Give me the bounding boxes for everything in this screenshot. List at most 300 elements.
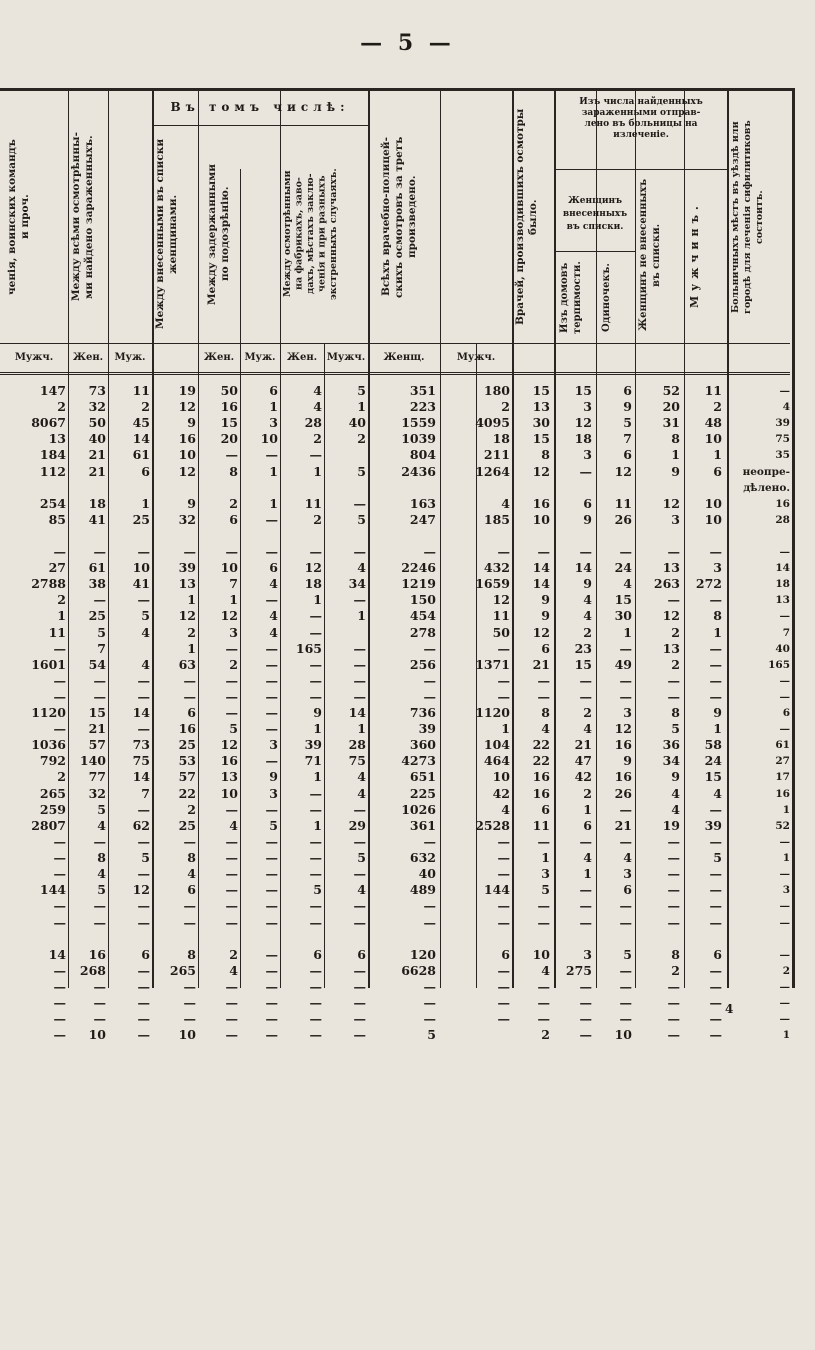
- table-cell: 2: [313, 511, 322, 527]
- table-cell: 165: [295, 640, 322, 656]
- table-cell: 163: [409, 495, 436, 511]
- table-cell: 61: [88, 560, 106, 576]
- table-row: [0, 513, 790, 527]
- table-cell: 52: [775, 819, 790, 832]
- table-cell: —: [423, 1011, 436, 1027]
- table-cell: дѣлено.: [743, 481, 790, 494]
- table-cell: —: [265, 688, 278, 704]
- table-cell: 10: [532, 946, 550, 962]
- table-cell: 8: [671, 705, 680, 720]
- table-cell: —: [183, 544, 196, 559]
- table-cell: 12: [614, 463, 632, 479]
- table-cell: 165: [768, 658, 790, 671]
- table-cell: —: [137, 914, 150, 930]
- table-cell: 1: [713, 624, 722, 640]
- table-cell: —: [353, 656, 366, 672]
- table-cell: 12: [662, 495, 680, 511]
- table-cell: 48: [704, 415, 722, 431]
- table-cell: 18: [304, 576, 322, 592]
- table-cell: 7: [782, 626, 790, 639]
- table-cell: 71: [304, 753, 322, 769]
- table-cell: —: [537, 898, 550, 914]
- table-cell: —: [779, 546, 790, 558]
- table-cell: —: [423, 978, 436, 994]
- table-cell: 144: [483, 882, 510, 898]
- table-cell: —: [779, 674, 790, 687]
- table-cell: 4: [713, 785, 722, 801]
- table-cell: —: [309, 834, 322, 849]
- sub-header: Жен.: [72, 352, 104, 363]
- table-cell: —: [353, 978, 366, 994]
- table-cell: 38: [88, 576, 106, 592]
- table-row: [0, 948, 790, 962]
- table-cell: 62: [132, 817, 150, 833]
- table-cell: 9: [583, 576, 592, 592]
- col-c-title: Между внесенными въ списки женщинами.: [154, 138, 179, 330]
- table-cell: —: [183, 1011, 196, 1027]
- table-cell: 9: [541, 592, 550, 608]
- table-cell: —: [353, 1011, 366, 1027]
- table-cell: —: [225, 447, 238, 463]
- col-h1-title: Изъ домовъ терпимости.: [559, 261, 583, 335]
- table-cell: 14: [48, 946, 66, 962]
- table-cell: 11: [492, 608, 510, 624]
- table-cell: 15: [88, 705, 106, 720]
- table-cell: —: [309, 1027, 322, 1043]
- table-cell: 6: [713, 463, 722, 479]
- table-cell: 23: [574, 640, 592, 656]
- table-cell: 4: [623, 850, 632, 866]
- table-cell: 14: [532, 560, 550, 576]
- table-row: [0, 722, 790, 736]
- table-cell: 3: [671, 511, 680, 527]
- table-cell: 3: [583, 447, 592, 463]
- table-cell: 6: [782, 707, 790, 719]
- table-cell: 4273: [401, 753, 436, 769]
- table-cell: 2: [671, 962, 680, 978]
- table-cell: 75: [132, 753, 150, 769]
- table-cell: 5: [357, 850, 366, 866]
- table-cell: 8: [187, 850, 196, 866]
- table-cell: 268: [79, 962, 106, 978]
- table-cell: 632: [409, 850, 436, 866]
- table-cell: —: [579, 1027, 592, 1043]
- table-cell: 651: [409, 769, 436, 785]
- subheader-rule: [0, 343, 790, 344]
- table-cell: 2: [671, 656, 680, 672]
- table-cell: —: [779, 997, 790, 1009]
- table-row: [0, 803, 790, 817]
- table-cell: —: [137, 962, 150, 978]
- table-row: [0, 706, 790, 720]
- table-cell: 3: [269, 737, 278, 753]
- table-cell: 1264: [475, 463, 510, 479]
- sub-header: Женщ.: [383, 352, 425, 363]
- table-cell: 9: [671, 463, 680, 479]
- table-cell: —: [309, 656, 322, 672]
- table-cell: —: [265, 898, 278, 914]
- table-cell: 4: [229, 817, 238, 833]
- table-cell: 1559: [401, 415, 436, 431]
- table-cell: 1: [583, 801, 592, 817]
- table-cell: 263: [653, 576, 680, 592]
- table-cell: 18: [492, 431, 510, 447]
- table-cell: —: [309, 688, 322, 704]
- table-cell: —: [537, 672, 550, 688]
- table-cell: —: [225, 866, 238, 882]
- table-cell: 4: [269, 608, 278, 624]
- table-cell: 21: [532, 656, 550, 672]
- table-cell: 12: [220, 737, 238, 753]
- table-cell: 6628: [401, 962, 436, 978]
- table-cell: —: [53, 850, 66, 866]
- table-row: [0, 883, 790, 897]
- table-cell: —: [53, 834, 66, 849]
- table-cell: —: [93, 672, 106, 688]
- table-cell: —: [137, 801, 150, 817]
- table-cell: —: [579, 834, 592, 849]
- table-cell: 35: [775, 449, 790, 462]
- table-row: [0, 932, 790, 946]
- sub-header: Мужч.: [14, 352, 54, 363]
- table-cell: 360: [409, 737, 436, 753]
- women-listed-title: Женщинъ внесенныхъ въ списки.: [562, 196, 628, 232]
- table-cell: 1: [187, 592, 196, 608]
- table-cell: 247: [409, 511, 436, 527]
- table-cell: 11: [48, 624, 66, 640]
- table-cell: —: [309, 914, 322, 930]
- table-cell: —: [779, 610, 790, 623]
- table-cell: —: [309, 672, 322, 688]
- table-cell: 7: [229, 576, 238, 592]
- table-cell: 432: [483, 560, 510, 576]
- table-cell: —: [619, 898, 632, 914]
- table-cell: —: [137, 834, 150, 849]
- table-cell: —: [265, 753, 278, 769]
- table-cell: 265: [169, 962, 196, 978]
- table-cell: 1: [269, 399, 278, 415]
- table-cell: —: [709, 592, 722, 608]
- table-cell: 6: [583, 495, 592, 511]
- sub-header: Жен.: [203, 352, 235, 363]
- table-cell: 7: [623, 431, 632, 447]
- table-cell: 6: [141, 946, 150, 962]
- header-bottom-rule: [0, 372, 790, 375]
- table-cell: 6: [187, 882, 196, 898]
- table-cell: 28: [348, 737, 366, 753]
- table-cell: 1601: [31, 656, 66, 672]
- table-cell: —: [137, 1011, 150, 1027]
- table-cell: 6: [269, 560, 278, 576]
- table-cell: —: [667, 866, 680, 882]
- table-cell: 39: [178, 560, 196, 576]
- group-rule: [554, 251, 635, 252]
- table-cell: 4: [269, 624, 278, 640]
- table-cell: 454: [409, 608, 436, 624]
- table-cell: 4: [357, 882, 366, 898]
- table-cell: 26: [614, 785, 632, 801]
- table-row: [0, 996, 790, 1010]
- table-cell: —: [779, 900, 790, 913]
- table-cell: 12: [178, 463, 196, 479]
- table-cell: 2788: [31, 576, 66, 592]
- table-cell: —: [579, 882, 592, 898]
- table-cell: —: [353, 544, 366, 559]
- table-cell: 6: [187, 705, 196, 720]
- table-cell: —: [579, 672, 592, 688]
- table-cell: 25: [88, 608, 106, 624]
- table-cell: 40: [348, 415, 366, 431]
- table-cell: 52: [662, 383, 680, 398]
- table-cell: 10: [178, 447, 196, 463]
- table-cell: 4: [671, 801, 680, 817]
- table-cell: 34: [662, 753, 680, 769]
- table-cell: 61: [775, 739, 790, 752]
- table-cell: 3: [583, 946, 592, 962]
- table-cell: —: [309, 801, 322, 817]
- table-cell: 8: [671, 431, 680, 447]
- table-cell: 20: [662, 399, 680, 415]
- table-cell: 25: [132, 511, 150, 527]
- table-cell: 792: [39, 753, 66, 769]
- table-cell: 13: [775, 594, 790, 607]
- table-cell: —: [579, 914, 592, 930]
- table-cell: —: [579, 898, 592, 914]
- table-cell: —: [779, 385, 790, 397]
- table-cell: 10: [220, 560, 238, 576]
- table-cell: 25: [178, 817, 196, 833]
- table-cell: 147: [39, 383, 66, 398]
- table-row: [0, 738, 790, 752]
- table-cell: 4: [229, 962, 238, 978]
- table-row: [0, 432, 790, 446]
- footnote-number: 4: [725, 1002, 734, 1016]
- table-cell: —: [53, 898, 66, 914]
- table-cell: —: [309, 978, 322, 994]
- table-row: [0, 851, 790, 865]
- table-cell: 8: [713, 608, 722, 624]
- table-cell: —: [779, 916, 790, 929]
- table-cell: —: [619, 544, 632, 559]
- table-row: [0, 867, 790, 881]
- table-cell: —: [225, 672, 238, 688]
- table-cell: 4: [313, 399, 322, 415]
- table-cell: 1: [313, 721, 322, 737]
- table-row: [0, 835, 790, 849]
- table-cell: —: [53, 914, 66, 930]
- table-cell: 13: [662, 560, 680, 576]
- table-cell: —: [265, 1011, 278, 1027]
- table-cell: 9: [583, 511, 592, 527]
- table-cell: —: [709, 656, 722, 672]
- table-cell: 2528: [475, 817, 510, 833]
- table-cell: 1039: [401, 431, 436, 447]
- table-cell: 10: [704, 511, 722, 527]
- table-cell: 18: [574, 431, 592, 447]
- table-cell: 16: [775, 787, 790, 800]
- table-cell: 2246: [401, 560, 436, 576]
- table-cell: —: [225, 544, 238, 559]
- table-cell: 15: [704, 769, 722, 785]
- table-cell: 13: [662, 640, 680, 656]
- table-cell: —: [353, 995, 366, 1010]
- table-cell: —: [93, 834, 106, 849]
- table-cell: 22: [532, 737, 550, 753]
- table-cell: —: [225, 640, 238, 656]
- table-cell: 16: [532, 769, 550, 785]
- table-cell: 120: [409, 946, 436, 962]
- table-cell: —: [537, 914, 550, 930]
- table-cell: —: [309, 850, 322, 866]
- table-cell: 225: [409, 785, 436, 801]
- table-cell: —: [667, 688, 680, 704]
- table-cell: —: [183, 898, 196, 914]
- table-cell: 6: [357, 946, 366, 962]
- table-row: [0, 674, 790, 688]
- table-cell: 5: [623, 946, 632, 962]
- sub-header: Жен.: [286, 352, 318, 363]
- table-cell: 10: [178, 1027, 196, 1043]
- table-cell: 47: [574, 753, 592, 769]
- table-cell: 4: [357, 560, 366, 576]
- table-row: [0, 916, 790, 930]
- table-cell: 4: [313, 383, 322, 398]
- table-cell: 39: [418, 721, 436, 737]
- table-cell: 3: [782, 884, 790, 897]
- table-cell: 53: [178, 753, 196, 769]
- table-cell: 11: [704, 383, 722, 398]
- table-cell: 2: [141, 399, 150, 415]
- table-cell: 2: [57, 592, 66, 608]
- table-cell: 3: [541, 866, 550, 882]
- table-cell: —: [137, 995, 150, 1010]
- table-cell: 5: [357, 383, 366, 398]
- table-cell: 75: [775, 433, 790, 446]
- table-cell: 15: [614, 592, 632, 608]
- table-cell: 12: [662, 608, 680, 624]
- table-cell: 6: [229, 511, 238, 527]
- table-cell: 12: [178, 399, 196, 415]
- table-cell: —: [265, 511, 278, 527]
- table-cell: 804: [409, 447, 436, 463]
- table-cell: 1659: [475, 576, 510, 592]
- table-cell: 6: [713, 946, 722, 962]
- table-cell: —: [423, 672, 436, 688]
- col-j-title: Мужчинъ.: [688, 201, 701, 309]
- table-cell: 211: [483, 447, 510, 463]
- table-cell: —: [779, 836, 790, 848]
- table-cell: —: [497, 898, 510, 914]
- table-cell: 1: [357, 399, 366, 415]
- table-cell: 12: [492, 592, 510, 608]
- table-cell: —: [137, 866, 150, 882]
- table-cell: —: [667, 978, 680, 994]
- table-cell: 4: [583, 721, 592, 737]
- table-cell: 40: [775, 642, 790, 655]
- table-cell: 28: [775, 513, 790, 526]
- table-cell: —: [709, 995, 722, 1010]
- table-cell: 22: [532, 753, 550, 769]
- table-cell: 2: [313, 431, 322, 447]
- table-cell: 4: [97, 817, 106, 833]
- table-cell: —: [225, 882, 238, 898]
- table-cell: 54: [88, 656, 106, 672]
- table-cell: 15: [532, 383, 550, 398]
- table-cell: 39: [775, 417, 790, 430]
- table-cell: 30: [532, 415, 550, 431]
- table-cell: 50: [88, 415, 106, 431]
- table-cell: 16: [178, 721, 196, 737]
- table-cell: 12: [220, 608, 238, 624]
- table-cell: 1: [501, 721, 510, 737]
- table-cell: 21: [88, 721, 106, 737]
- table-cell: —: [265, 1027, 278, 1043]
- table-cell: 4: [357, 785, 366, 801]
- table-cell: 57: [88, 737, 106, 753]
- table-cell: —: [183, 672, 196, 688]
- table-cell: 272: [695, 576, 722, 592]
- table-cell: —: [423, 914, 436, 930]
- table-cell: 9: [541, 608, 550, 624]
- table-cell: —: [537, 688, 550, 704]
- table-cell: —: [619, 688, 632, 704]
- table-cell: 4: [671, 785, 680, 801]
- table-cell: 9: [187, 495, 196, 511]
- table-cell: 32: [88, 785, 106, 801]
- table-cell: —: [579, 995, 592, 1010]
- table-cell: —: [709, 640, 722, 656]
- table-cell: 4: [141, 656, 150, 672]
- table-cell: —: [265, 962, 278, 978]
- table-cell: 5: [229, 721, 238, 737]
- table-cell: 4: [269, 576, 278, 592]
- table-cell: —: [225, 688, 238, 704]
- table-row: [0, 465, 790, 479]
- table-row: [0, 497, 790, 511]
- table-row: [0, 416, 790, 430]
- table-row: [0, 545, 790, 559]
- table-cell: —: [579, 1011, 592, 1027]
- table-cell: —: [497, 688, 510, 704]
- table-cell: 2: [583, 785, 592, 801]
- table-cell: 1: [57, 608, 66, 624]
- table-cell: 36: [662, 737, 680, 753]
- table-cell: 1: [313, 769, 322, 785]
- table-cell: 1: [782, 1029, 790, 1042]
- table-cell: 9: [623, 399, 632, 415]
- table-cell: —: [137, 592, 150, 608]
- table-cell: —: [265, 656, 278, 672]
- table-cell: 3: [623, 705, 632, 720]
- table-cell: —: [619, 962, 632, 978]
- table-cell: —: [309, 624, 322, 640]
- table-cell: 265: [39, 785, 66, 801]
- table-cell: —: [423, 898, 436, 914]
- table-cell: 140: [79, 753, 106, 769]
- table-row: [0, 384, 790, 398]
- table-cell: 16: [532, 785, 550, 801]
- table-cell: —: [53, 544, 66, 559]
- table-cell: —: [709, 866, 722, 882]
- table-cell: —: [619, 914, 632, 930]
- table-cell: 14: [132, 431, 150, 447]
- table-cell: —: [353, 866, 366, 882]
- table-cell: —: [137, 1027, 150, 1043]
- table-cell: 10: [260, 431, 278, 447]
- table-cell: 9: [313, 705, 322, 720]
- table-cell: —: [423, 688, 436, 704]
- table-cell: —: [309, 608, 322, 624]
